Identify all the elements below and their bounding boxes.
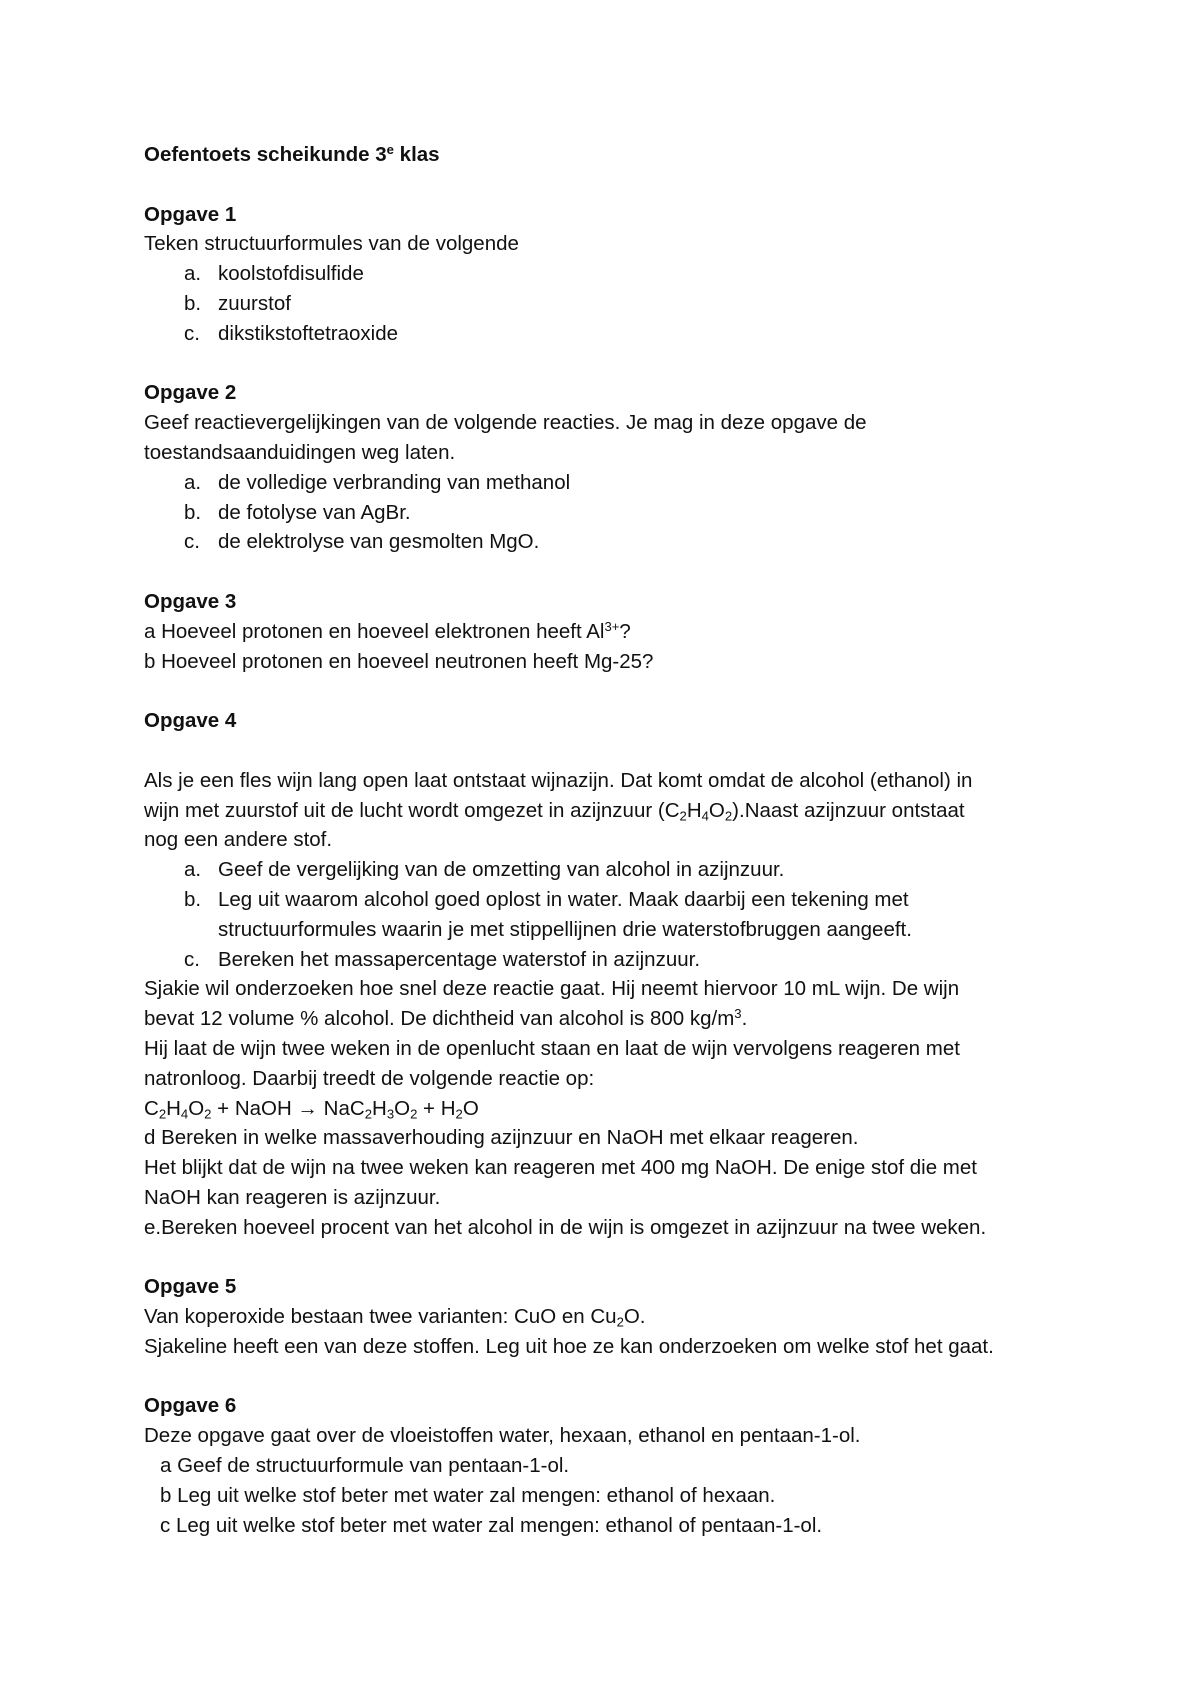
list-item: a. de volledige verbranding van methanol bbox=[184, 470, 571, 494]
paragraph-line: Sjakie wil onderzoeken hoe snel deze reactie gaat. Hij neemt hiervoor 10 mL wijn. De wijn bbox=[144, 977, 960, 1001]
question-2-intro-line: Geef reactievergelijkingen van de volgende reacties. Je mag in deze opgave de bbox=[144, 411, 867, 435]
question-2-heading: Opgave 2 bbox=[144, 381, 237, 405]
question-1-intro: Teken structuurformules van de volgende bbox=[144, 232, 519, 256]
list-item: c. dikstikstoftetraoxide bbox=[184, 321, 399, 345]
paragraph-line: Als je een fles wijn lang open laat ontstaat wijnazijn. Dat komt omdat de alcohol (ethanol) in bbox=[144, 768, 973, 792]
list-item: b. de fotolyse van AgBr. bbox=[184, 500, 411, 524]
reaction-equation: $C_2H_4O_2$ + NaOH → $NaC_2H_3O_2 + H_2O$ bbox=[144, 1096, 479, 1121]
list-item: a. Geef de vergelijking van de omzetting van alcohol in azijnzuur. bbox=[184, 858, 785, 882]
reaction-arrow-icon: → bbox=[297, 1096, 318, 1120]
paragraph-line: nog een andere stof. bbox=[144, 828, 333, 852]
document-page bbox=[144, 140, 1064, 1540]
paragraph-line: Hij laat de wijn twee weken in de openlucht staan en laat de wijn vervolgens reageren met bbox=[144, 1036, 960, 1060]
list-item: c. Bereken het massapercentage waterstof in azijnzuur. bbox=[184, 947, 701, 971]
paragraph-line: bevat 12 volume % alcohol. De dichtheid van alcohol is 800 $kg/m^3$. bbox=[144, 1005, 748, 1031]
paragraph-line: Van koperoxide bestaan twee varianten: CuO en $Cu_2O$. bbox=[144, 1305, 646, 1330]
question-6c: c Leg uit welke stof beter met water zal mengen: ethanol of pentaan-1-ol. bbox=[160, 1513, 823, 1537]
list-item: a. koolstofdisulfide bbox=[184, 262, 364, 286]
list-item-continuation: structuurformules waarin je met stippellijnen drie waterstofbruggen aangeeft. bbox=[218, 917, 912, 941]
question-3-heading: Opgave 3 bbox=[144, 589, 237, 613]
list-item: b. Leg uit waarom alcohol goed oplost in water. Maak daarbij een tekening met bbox=[184, 887, 909, 911]
list-item: b. zuurstof bbox=[184, 291, 291, 315]
question-4d: d Bereken in welke massaverhouding azijnzuur en NaOH met elkaar reageren. bbox=[144, 1126, 859, 1150]
question-4e: e.Bereken hoeveel procent van het alcohol in de wijn is omgezet in azijnzuur na twee weken. bbox=[144, 1215, 987, 1239]
paragraph-line: Sjakeline heeft een van deze stoffen. Leg uit hoe ze kan onderzoeken om welke stof het gaat. bbox=[144, 1334, 994, 1358]
question-3b: b Hoeveel protonen en hoeveel neutronen heeft Mg-25? bbox=[144, 649, 654, 673]
document-title: Oefentoets scheikunde 3e klas bbox=[144, 141, 440, 166]
question-6a: a Geef de structuurformule van pentaan-1-ol. bbox=[160, 1454, 570, 1478]
question-1-heading: Opgave 1 bbox=[144, 202, 237, 226]
question-2-intro-line: toestandsaanduidingen weg laten. bbox=[144, 440, 456, 464]
list-item: c. de elektrolyse van gesmolten MgO. bbox=[184, 530, 540, 554]
paragraph-line: NaOH kan reageren is azijnzuur. bbox=[144, 1185, 441, 1209]
paragraph-line: Het blijkt dat de wijn na twee weken kan reageren met 400 mg NaOH. De enige stof die met bbox=[144, 1156, 977, 1180]
question-6-heading: Opgave 6 bbox=[144, 1394, 237, 1418]
question-6-intro: Deze opgave gaat over de vloeistoffen water, hexaan, ethanol en pentaan-1-ol. bbox=[144, 1424, 861, 1448]
question-3a: a Hoeveel protonen en hoeveel elektronen heeft $Al^{3+}$? bbox=[144, 618, 631, 643]
question-4-heading: Opgave 4 bbox=[144, 709, 237, 733]
paragraph-line: wijn met zuurstof uit de lucht wordt omgezet in azijnzuur $(C_2H_4O_2).Naast$ azijnzuur ontstaat bbox=[144, 798, 965, 823]
paragraph-line: natronloog. Daarbij treedt de volgende reactie op: bbox=[144, 1066, 595, 1090]
question-5-heading: Opgave 5 bbox=[144, 1275, 237, 1299]
question-6b: b Leg uit welke stof beter met water zal mengen: ethanol of hexaan. bbox=[160, 1483, 776, 1507]
